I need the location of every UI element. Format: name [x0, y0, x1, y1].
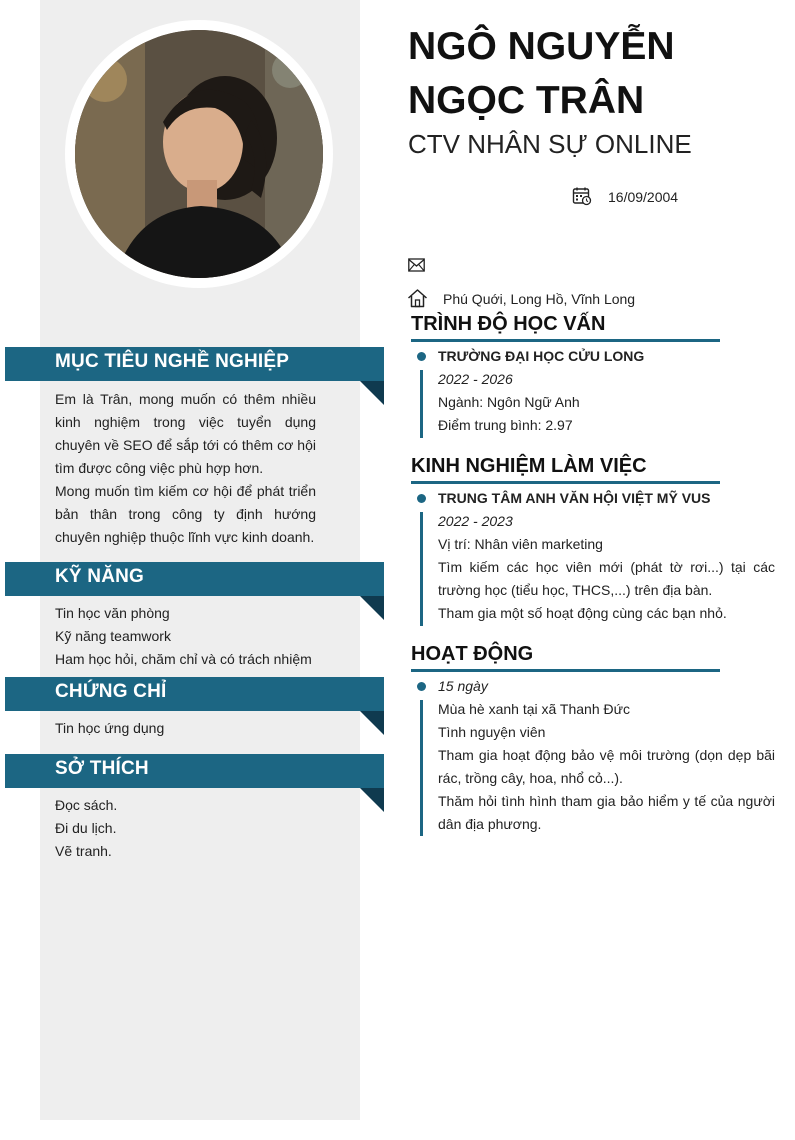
school-name: TRƯỜNG ĐẠI HỌC CỬU LONG: [438, 348, 645, 364]
list-item: Đi du lịch.: [55, 820, 117, 836]
experience-position: Vị trí: Nhân viên marketing: [438, 536, 603, 552]
mail-icon: [408, 258, 425, 272]
education-period: 2022 - 2026: [438, 371, 513, 387]
skills-header: [5, 562, 384, 596]
timeline-dot: [417, 682, 426, 691]
experience-section-header: [411, 453, 720, 484]
experience-duty: Tìm kiếm các học viên mới (phát tờ rơi...) tại các trường học (tiểu học, THCS,...) trên địa bàn.: [438, 559, 775, 598]
certificates-ribbon-fold: [360, 711, 384, 735]
activity-details: [438, 675, 775, 836]
certificates-title: CHỨNG CHỈ: [55, 681, 167, 702]
activity-name: Mùa hè xanh tại xã Thanh Đức: [438, 701, 631, 717]
education-entry: [408, 346, 775, 438]
list-item: Vẽ tranh.: [55, 843, 112, 859]
activity-role: Tình nguyện viên: [438, 724, 546, 740]
timeline-dot: [417, 352, 426, 361]
list-item: Đọc sách.: [55, 797, 118, 813]
list-item: Kỹ năng teamwork: [55, 628, 171, 644]
education-major: Ngành: Ngôn Ngữ Anh: [438, 394, 580, 410]
experience-details: [438, 487, 775, 625]
list-item: Ham học hỏi, chăm chỉ và có trách nhiệm: [55, 651, 312, 667]
hobbies-title: SỞ THÍCH: [55, 758, 149, 779]
objective-text: [55, 388, 316, 549]
candidate-name: [408, 20, 675, 128]
name-line-1: NGÔ NGUYỄN: [408, 25, 675, 68]
hobbies-ribbon-fold: [360, 788, 384, 812]
section-divider: [411, 339, 720, 342]
timeline-bar: [420, 512, 423, 626]
education-details: [438, 345, 775, 437]
profile-photo-frame: [65, 20, 333, 288]
job-title: CTV NHÂN SỰ ONLINE: [408, 129, 692, 159]
objective-ribbon-fold: [360, 381, 384, 405]
address-text: Phú Quới, Long Hồ, Vĩnh Long: [443, 291, 636, 307]
section-divider: [411, 481, 720, 484]
timeline-dot: [417, 494, 426, 503]
hobbies-list: [55, 794, 345, 863]
skills-title: KỸ NĂNG: [55, 566, 145, 587]
activity-description: Tham gia hoạt động bảo vệ môi trường (dọn dẹp bãi rác, trồng cây, hoa, nhổ cỏ...).: [438, 747, 775, 786]
skills-ribbon-fold: [360, 596, 384, 620]
list-item: Tin học văn phòng: [55, 605, 170, 621]
experience-duty: Tham gia một số hoạt động cùng các bạn nhỏ.: [438, 605, 727, 621]
activity-period: 15 ngày: [438, 678, 488, 694]
objective-header: [5, 347, 384, 381]
certificates-header: [5, 677, 384, 711]
company-name: TRUNG TÂM ANH VĂN HỘI VIỆT MỸ VUS: [438, 490, 711, 506]
activities-section-header: [411, 641, 720, 672]
timeline-bar: [420, 370, 423, 438]
section-divider: [411, 669, 720, 672]
timeline-bar: [420, 700, 423, 836]
hobbies-header: [5, 754, 384, 788]
experience-title: KINH NGHIỆM LÀM VIỆC: [411, 455, 647, 477]
profile-photo: [75, 30, 323, 278]
experience-entry: [408, 488, 775, 626]
name-line-2: NGỌC TRÂN: [408, 79, 645, 122]
education-section-header: [411, 311, 720, 342]
activity-entry: [408, 676, 775, 836]
certificates-list: [55, 717, 345, 740]
objective-paragraph: Mong muốn tìm kiếm cơ hội để phát triển bản thân trong công ty định hướng chuyên nghiệp thuộc lĩnh vực kinh doanh.: [55, 483, 316, 545]
home-icon: [407, 288, 428, 308]
activity-description: Thăm hỏi tình hình tham gia bảo hiểm y tế của người dân địa phương.: [438, 793, 775, 832]
calendar-icon: [572, 186, 592, 206]
education-gpa: Điểm trung bình: 2.97: [438, 417, 573, 433]
activities-title: HOẠT ĐỘNG: [411, 643, 534, 665]
skills-list: [55, 602, 345, 671]
objective-title: MỤC TIÊU NGHỀ NGHIỆP: [55, 351, 290, 372]
list-item: Tin học ứng dụng: [55, 720, 165, 736]
profile-photo-image: [75, 30, 323, 278]
experience-period: 2022 - 2023: [438, 513, 513, 529]
birthday-text: 16/09/2004: [608, 189, 679, 205]
objective-paragraph: Em là Trân, mong muốn có thêm nhiều kinh nghiệm trong việc tuyển dụng chuyên về SEO để sắp tới có thêm cơ hội tìm được công việc phù hợp hơn.: [55, 391, 316, 476]
education-title: TRÌNH ĐỘ HỌC VẤN: [411, 313, 606, 335]
